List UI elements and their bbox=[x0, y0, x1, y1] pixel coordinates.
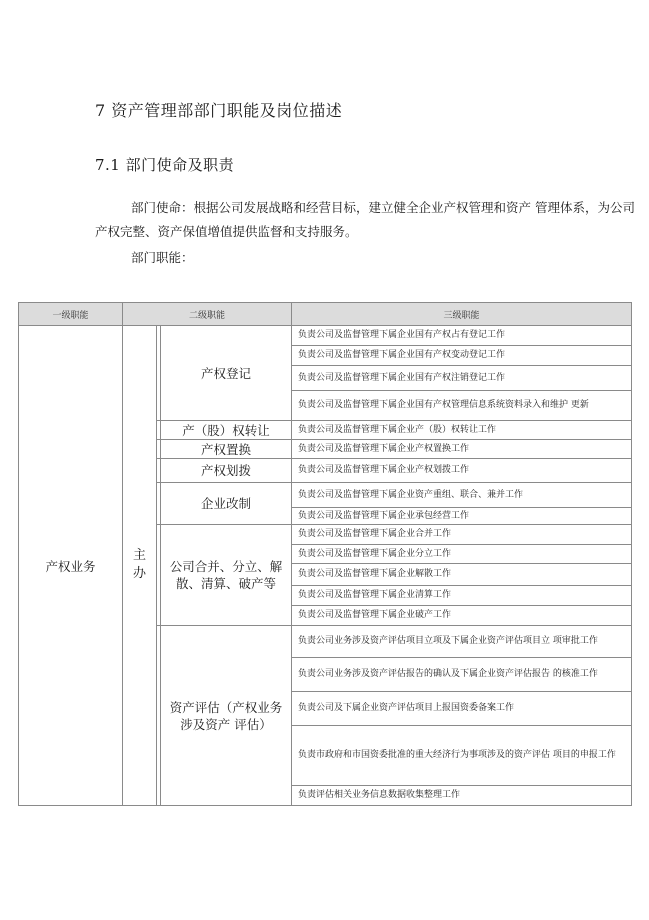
list-item: 负责市政府和市国资委批准的重大经济行为事项涉及的资产评估 项目的申报工作 bbox=[292, 726, 632, 786]
list-item: 负责公司及监督管理下属企业国有产权占有登记工作 bbox=[292, 326, 632, 346]
list-item: 负责公司及监督管理下属企业国有产权注销登记工作 bbox=[292, 366, 632, 391]
list-item: 负责公司及监督管理下属企业解散工作 bbox=[292, 564, 632, 586]
list-item: 负责公司及监督管理下属企业破产工作 bbox=[292, 606, 632, 626]
header-level2: 二级职能 bbox=[123, 303, 292, 326]
group-name: 产权置换 bbox=[161, 440, 292, 459]
list-item: 负责公司业务涉及资产评估项目立项及下属企业资产评估项目立 项审批工作 bbox=[292, 626, 632, 658]
group-name: 产权登记 bbox=[161, 326, 292, 421]
list-item: 负责公司及监督管理下属企业合并工作 bbox=[292, 525, 632, 545]
header-level1: 一级职能 bbox=[19, 303, 123, 326]
section-heading: 7 资产管理部部门职能及岗位描述 bbox=[95, 101, 343, 120]
group-name: 资产评估（产权业务涉及资产 评估） bbox=[161, 626, 292, 806]
level2-role-cell bbox=[123, 326, 157, 806]
group-name: 公司合并、分立、解散、清算、破产等 bbox=[161, 525, 292, 626]
list-item: 负责公司及下属企业资产评估项目上报国资委备案工作 bbox=[292, 692, 632, 726]
list-item: 负责公司及监督管理下属企业资产重组、联合、兼并工作 bbox=[292, 483, 632, 508]
list-item: 负责公司及监督管理下属企业分立工作 bbox=[292, 545, 632, 564]
table-header-row bbox=[19, 303, 632, 326]
level1-cell: 产权业务 bbox=[19, 326, 123, 806]
header-level3: 三级职能 bbox=[292, 303, 632, 326]
list-item: 负责公司业务涉及资产评估报告的确认及下属企业资产评估报告 的核准工作 bbox=[292, 658, 632, 692]
list-item: 负责公司及监督管理下属企业国有产权管理信息系统资料录入和维护 更新 bbox=[292, 391, 632, 421]
list-item: 负责公司及监督管理下属企业产权划拨工作 bbox=[292, 459, 632, 483]
group-name: 产权划拨 bbox=[161, 459, 292, 483]
level2-role: 主办 bbox=[132, 548, 146, 581]
subsection-heading: 7.1 部门使命及职责 bbox=[95, 156, 235, 174]
list-item: 负责评估相关业务信息数据收集整理工作 bbox=[292, 786, 632, 806]
group-name: 产（股）权转让 bbox=[161, 421, 292, 440]
list-item: 负责公司及监督管理下属企业国有产权变动登记工作 bbox=[292, 346, 632, 366]
mission-paragraph: 部门使命：根据公司发展战略和经营目标，建立健全企业产权管理和资产 管理体系，为公司产权完整、资产保值增值提供监督和支持服务。 bbox=[95, 200, 635, 239]
functions-label: 部门职能： bbox=[131, 250, 194, 265]
group-name: 企业改制 bbox=[161, 483, 292, 525]
list-item: 负责公司及监督管理下属企业产（股）权转让工作 bbox=[292, 421, 632, 440]
list-item: 负责公司及监督管理下属企业清算工作 bbox=[292, 586, 632, 606]
table-row bbox=[19, 326, 632, 346]
list-item: 负责公司及监督管理下属企业承包经营工作 bbox=[292, 508, 632, 525]
functions-table bbox=[18, 302, 632, 806]
list-item: 负责公司及监督管理下属企业产权置换工作 bbox=[292, 440, 632, 459]
